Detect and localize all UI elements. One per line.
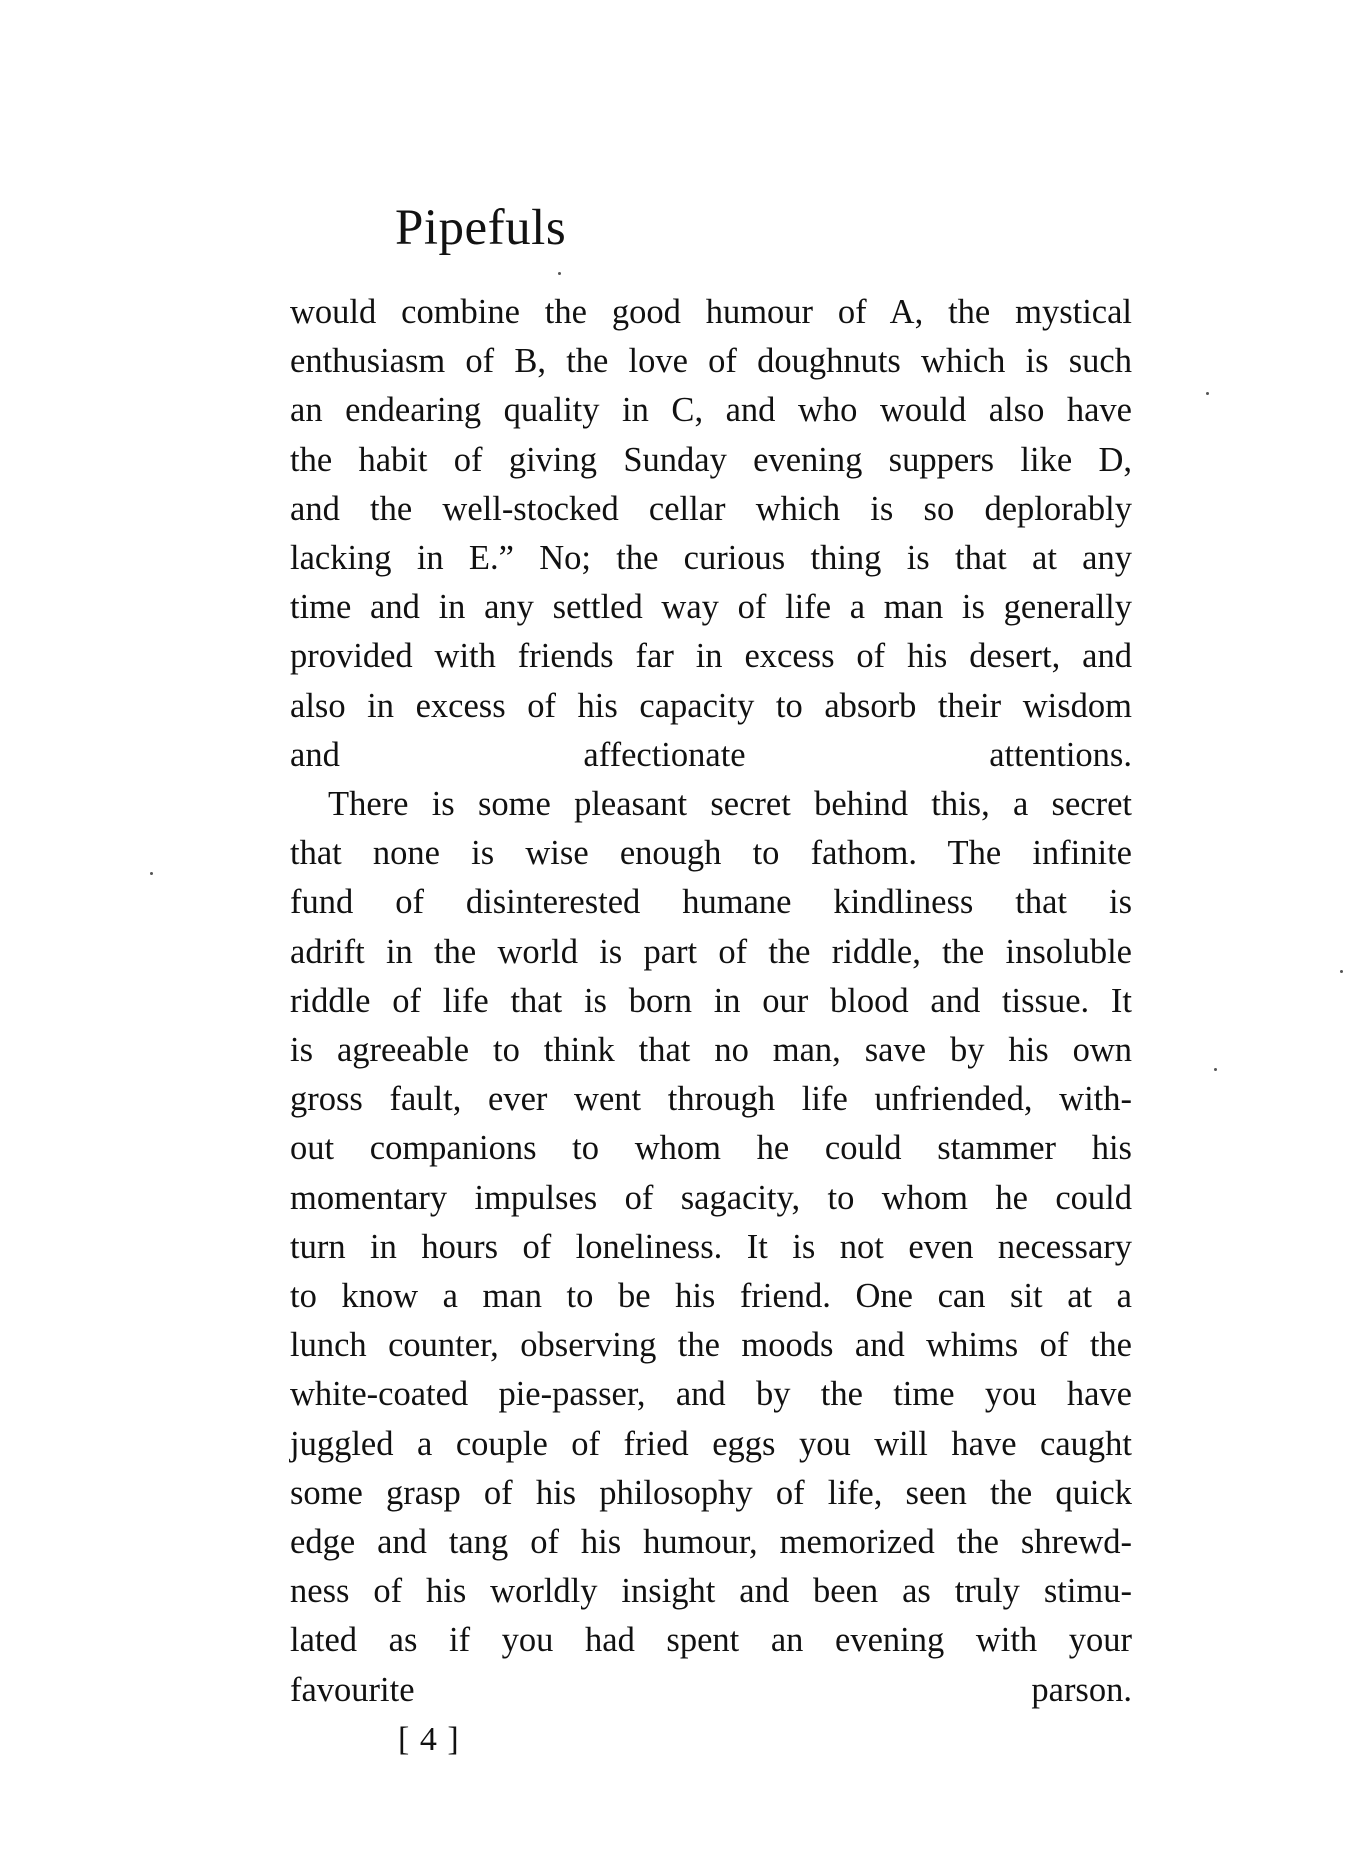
text-line: lated as if you had spent an evening with your [290, 1621, 1132, 1660]
text-line: to know a man to be his friend. One can sit at a [290, 1277, 1132, 1316]
text-line: adrift in the world is part of the riddle, the insoluble [290, 932, 1132, 971]
text-line: white-coated pie-passer, and by the time you have [290, 1375, 1132, 1414]
running-head: Pipefuls [395, 200, 567, 256]
scan-speck [1206, 392, 1209, 395]
text-line: and the well-stocked cellar which is so deplorably [290, 489, 1132, 528]
text-line: juggled a couple of fried eggs you will have caught [290, 1424, 1132, 1463]
page-number: [ 4 ] [398, 1721, 460, 1758]
text-line: that none is wise enough to fathom. The infinite [290, 834, 1132, 873]
text-line: an endearing quality in C, and who would also have [290, 391, 1132, 430]
text-line: time and in any settled way of life a man is generally [290, 588, 1132, 627]
text-line: and affectionate attentions. [290, 735, 1132, 774]
text-line: the habit of giving Sunday evening suppers like D, [290, 440, 1132, 479]
paragraph-1 [290, 288, 1132, 780]
text-line: There is some pleasant secret behind this, a secret [328, 785, 1132, 824]
scan-speck [150, 872, 153, 875]
text-line: would combine the good humour of A, the mystical [290, 293, 1132, 331]
text-line: favourite parson. [290, 1670, 1132, 1709]
body-text [290, 288, 1132, 1715]
text-line: lunch counter, observing the moods and whims of the [290, 1326, 1132, 1365]
text-line: riddle of life that is born in our blood and tissue. It [290, 981, 1132, 1020]
text-line: ness of his worldly insight and been as truly stimu- [290, 1572, 1132, 1611]
text-line: out companions to whom he could stammer his [290, 1129, 1132, 1168]
scan-speck [1340, 970, 1343, 973]
paragraph-2 [290, 780, 1132, 1715]
text-line: enthusiasm of B, the love of doughnuts which is such [290, 342, 1132, 381]
scan-speck [558, 272, 561, 275]
text-line: turn in hours of loneliness. It is not even necessary [290, 1227, 1132, 1266]
text-line: is agreeable to think that no man, save by his own [290, 1031, 1132, 1070]
text-line: lacking in E.” No; the curious thing is that at any [290, 539, 1132, 578]
text-line: some grasp of his philosophy of life, seen the quick [290, 1473, 1132, 1512]
text-line: edge and tang of his humour, memorized the shrewd- [290, 1523, 1132, 1562]
text-line: fund of disinterested humane kindliness that is [290, 883, 1132, 922]
text-line: momentary impulses of sagacity, to whom he could [290, 1178, 1132, 1217]
text-line: provided with friends far in excess of his desert, and [290, 637, 1132, 676]
text-line: gross fault, ever went through life unfriended, with- [290, 1080, 1132, 1119]
scan-speck [1214, 1068, 1217, 1071]
text-line: also in excess of his capacity to absorb their wisdom [290, 686, 1132, 725]
